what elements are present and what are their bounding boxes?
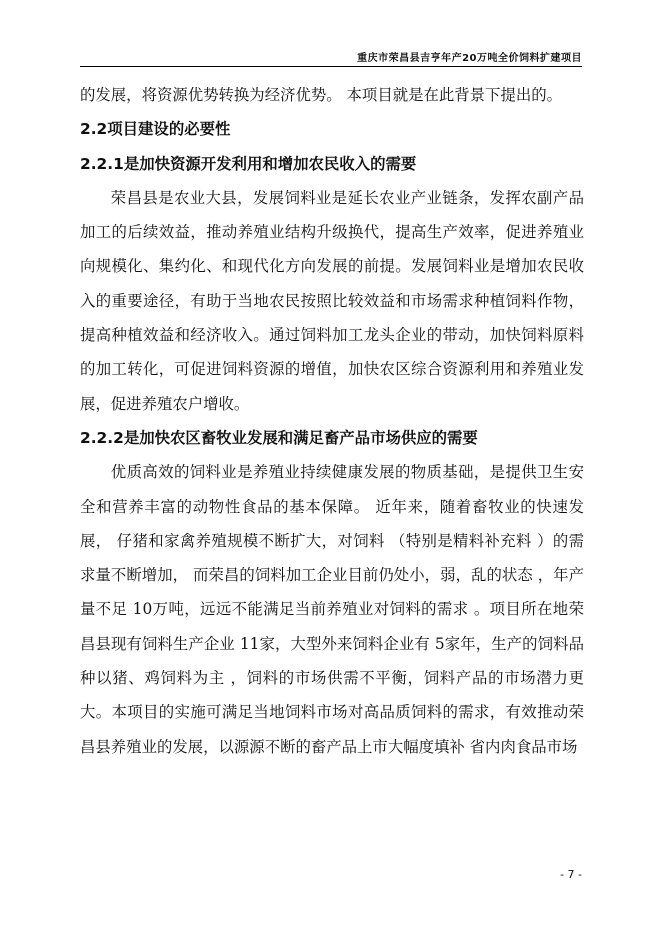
paragraph-2-2-2: 优质高效的饲料业是养殖业持续健康发展的物质基础，是提供卫生安全和营养丰富的动物性食品的基本保障。 近年来，随着畜牧业的快速发展， 仔猪和家禽养殖规模不断扩大，对饲料 （特别是精料补充料 ）的需求量不断增加， 而荣昌的饲料加工企业目前仍处小，弱，乱的状态 ，年产量不足 10万吨，远远不能满足当前养殖业对饲料的需求 。项目所在地荣昌县现有饲料生产企业 11家，大型外来饲料企业有 5家年，生产的饲料品种以猪、鸡饲料为主 ，饲料的市场供需不平衡，饲料产品的市场潜力更大。本项目的实施可满足当地饲料市场对高品质饲料的需求，有效推动荣昌县养殖业的发展，以源源不断的畜产品上市大幅度填补 省内肉食品市场 <box>80 463 584 756</box>
header-divider <box>80 66 582 67</box>
subsection-heading-2-2-2: 2.2.2是加快农区畜牧业发展和满足畜产品市场供应的需要 <box>80 428 478 447</box>
page-number: - 7 - <box>560 868 582 881</box>
paragraph-2-2-1: 荣昌县是农业大县，发展饲料业是延长农业产业链条，发挥农副产品加工的后续效益，推动养殖业结构升级换代，提高生产效率，促进养殖业向规模化、集约化、和现代化方向发展的前提。发展饲料业是增加农民收入的重要途径，有助于当地农民按照比较效益和市场需求种植饲料作物，提高种植效益和经济收入。通过饲料加工龙头企业的带动，加快饲料原料的加工转化，可促进饲料资源的增值，加快农区综合资源利用和养殖业发展，促进养殖农户增收。 <box>80 188 584 413</box>
section-heading-2-2: 2.2项目建设的必要性 <box>80 120 231 139</box>
paragraph-continued: 的发展，将资源优势转换为经济优势。 本项目就是在此背景下提出的。 <box>80 86 563 104</box>
subsection-heading-2-2-1: 2.2.1是加快资源开发利用和增加农民收入的需要 <box>80 154 417 173</box>
document-body <box>80 78 584 764</box>
header-title: 重庆市荣昌县吉亨年产20万吨全价饲料扩建项目 <box>357 53 582 64</box>
